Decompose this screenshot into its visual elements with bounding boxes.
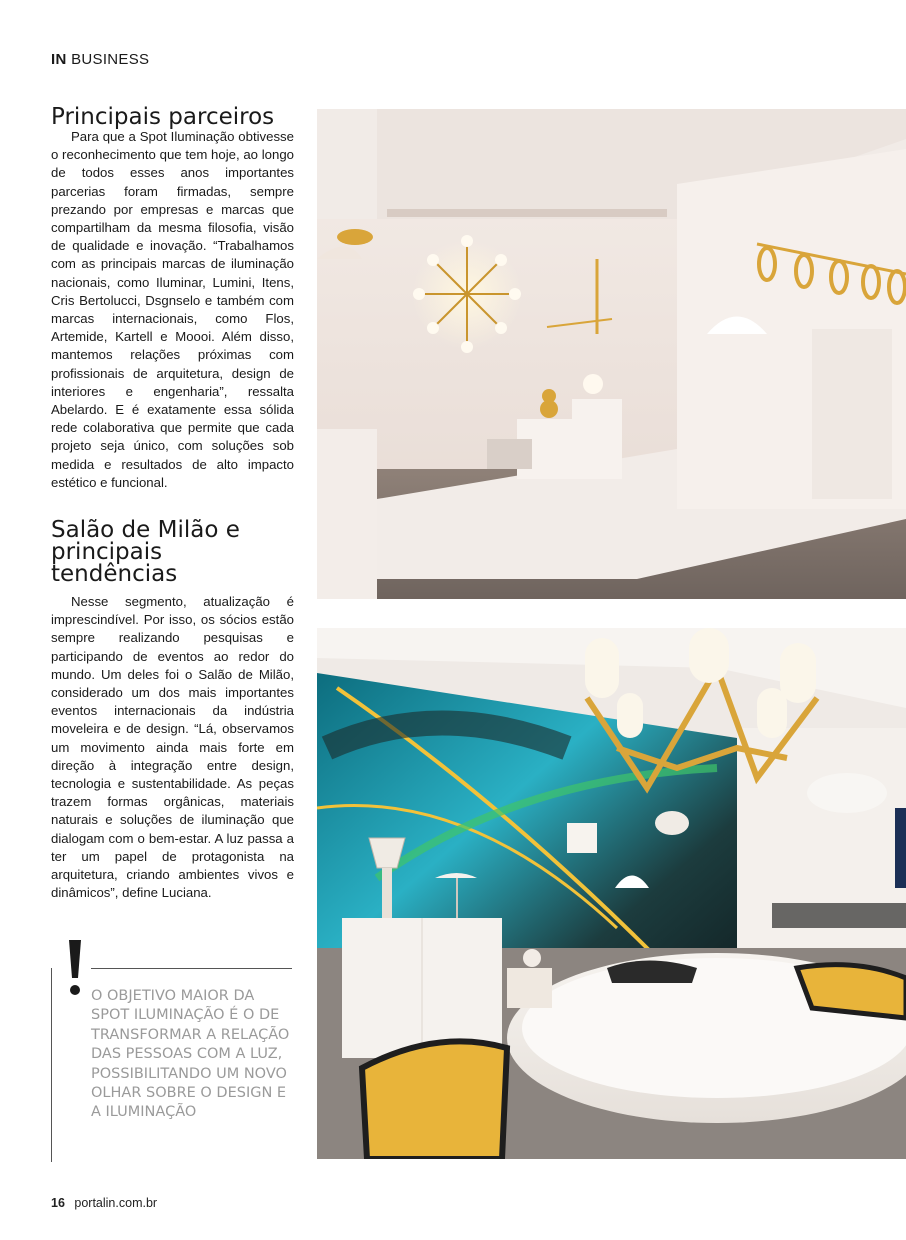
section-name: BUSINESS (71, 51, 150, 68)
section-title-milan: Salão de Milão e principais tendências (51, 517, 240, 587)
partners-paragraph: Para que a Spot Iluminação obtivesse o reconhecimento que tem hoje, ao longo de todos esses anos importantes parcerias foram firmadas, sempre prezando por empresas e marcas que compartilham da mesma filosofia, visão de qualidade e inovação. “Trabalhamos com as principais marcas de iluminação nacionais, como Iluminar, Lumini, Itens, Cris Bertolucci, Dsgnselo e também com marcas internacionais, como Flos, Artemide, Kartell e Moooi. Além disso, mantemos relações próximas com profissionais de arquitetura, design de interiores e engenharia”, ressalta Abelardo. E é exatamente essa sólida rede colaborativa que permite que cada projeto seja único, com soluções sob medida e resultados de alto impacto estético e funcional. (51, 129, 294, 490)
pull-quote (51, 938, 293, 1162)
exclamation-icon (65, 938, 85, 998)
showroom-photo-bottom (317, 628, 906, 1159)
callout-vertical-rule (51, 968, 52, 1162)
section-tag (51, 51, 149, 68)
milan-paragraph: Nesse segmento, atualização é imprescindível. Por isso, os sócios estão sempre realizando pesquisas e participando de eventos ao redor do mundo. Um deles foi o Salão de Milão, considerado um dos mais importantes eventos internacionais da indústria moveleira e de design. “Lá, observamos um movimento ainda mais forte em direção à integração entre design, tecnologia e sustentabilidade. As peças trazem formas orgânicas, materiais naturais e soluções de iluminação que dialogam com o bem-estar. A luz passa a ter um papel de protagonista na arquitetura, criando ambientes vivos e dinâmicos”, define Luciana. (51, 594, 294, 901)
section-title-partners: Principais parceiros (51, 104, 275, 130)
callout-horizontal-rule (91, 968, 292, 969)
page-footer (51, 1196, 157, 1210)
magazine-brand: IN (51, 51, 67, 68)
showroom-photo-top (317, 109, 906, 599)
site-url: portalin.com.br (74, 1196, 158, 1210)
page-number: 16 (51, 1196, 65, 1210)
pull-quote-text: O OBJETIVO MAIOR DA SPOT ILUMINAÇÃO É O DE TRANSFORMAR A RELAÇÃO DAS PESSOAS COM A LUZ, POSSIBILITANDO UM NOVO OLHAR SOBRE O DESIGN E A ILUMINAÇÃO (91, 988, 290, 1121)
